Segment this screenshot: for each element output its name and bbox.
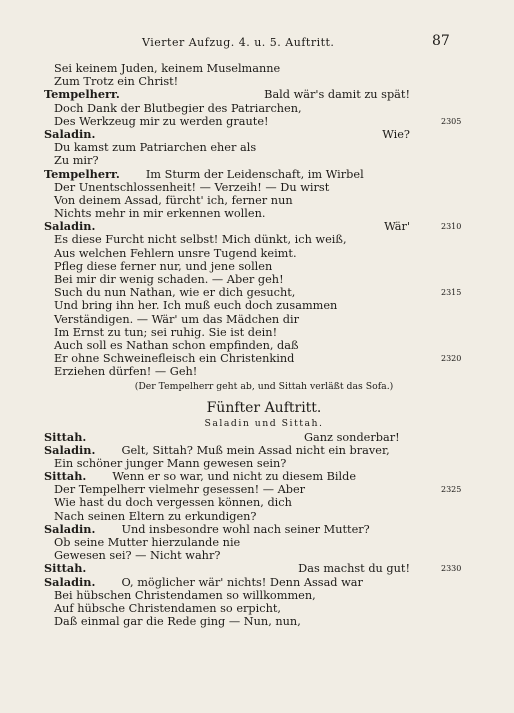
speech-text: Nichts mehr in mir erkennen wollen. [54,207,266,221]
verse-line [44,589,484,602]
verse-line [44,260,484,273]
speech-text: Bei mir dir wenig schaden. — Aber geh! [54,273,284,286]
speech-text: Gelt, Sittah? Muß mein Assad nicht ein braver, [121,443,390,457]
verse-line [44,168,484,181]
verse-line [44,141,484,154]
speech-text: Zu mir? [54,154,99,168]
speech-text: Zum Trotz ein Christ! [54,75,179,89]
speaker-name: Sittah. [44,561,87,576]
verse-line [44,431,484,444]
speaker-name: Sittah. [44,469,87,484]
speaker-name: Saladin. [44,574,96,589]
line-number: 2325 [441,485,462,495]
verse-line [44,207,484,220]
speech-text: Bei hübschen Christendamen so willkommen, [54,588,316,602]
verse-line [44,470,484,483]
verse-line [44,444,484,457]
speech-text: Wenn er so war, und nicht zu diesem Bilde [112,470,357,484]
verse-line [44,326,484,339]
speech-text: Er ohne Schweinefleisch ein Christenkind [54,352,295,366]
speech-text: Auch soll es Nathan schon empfinden, daß [54,338,299,352]
verse-line [44,247,484,260]
stage-direction: (Der Tempelherr geht ab, und Sittah verläßt das Sofa.) [134,380,394,392]
speech-text: Wie? [382,127,410,141]
speech-text: Verständigen. — Wär' um das Mädchen dir [54,312,299,326]
speech-text: Du kamst zum Patriarchen eher als [54,141,257,155]
speech-text: Daß einmal gar die Rede ging — Nun, nun, [54,615,301,629]
line-number: 2330 [441,564,462,574]
line-number: 2315 [441,288,462,298]
speaker-name: Saladin. [44,126,96,141]
verse-text [44,62,484,628]
speech-text: Und bring ihn her. Ich muß euch doch zusammen [54,299,338,313]
speech-text: Der Tempelherr vielmehr gesessen! — Aber [54,483,306,497]
verse-line [44,88,484,101]
speech-text: Das machst du gut! [298,562,410,576]
verse-line [44,536,484,549]
verse-line [44,615,484,628]
speaker-name: Saladin. [44,521,96,536]
scene-persons: Saladin und Sittah. [204,417,324,429]
speaker-name: Tempelherr. [44,87,120,102]
speech-text: O, möglicher wär' nichts! Denn Assad war [121,575,363,589]
speech-text: Gewesen sei? — Nicht wahr? [54,549,221,563]
line-number: 2320 [441,354,462,364]
verse-line [44,549,484,562]
verse-line [44,523,484,536]
speech-text: Im Sturm der Leidenschaft, im Wirbel [145,167,364,181]
scene-title: Fünfter Auftritt. [206,399,322,416]
verse-line [44,313,484,326]
verse-line [44,115,484,128]
verse-line [44,576,484,589]
verse-line [44,194,484,207]
verse-line [44,510,484,523]
speech-text: Im Ernst zu tun; sei ruhig. Sie ist dein! [54,325,278,339]
verse-line [44,483,484,496]
verse-line [44,562,484,575]
speech-text: Bald wär's damit zu spät! [264,88,410,102]
verse-line [44,365,484,378]
speech-text: Und insbesondre wohl nach seiner Mutter? [121,522,370,536]
verse-line [44,102,484,115]
speech-text: Nach seinen Eltern zu erkundigen? [54,509,257,523]
verse-line [44,286,484,299]
verse-line [44,602,484,615]
speech-text: Erziehen dürfen! — Geh! [54,365,198,379]
speaker-name: Sittah. [44,429,87,444]
speech-text: Sei keinem Juden, keinem Muselmanne [54,62,281,75]
speech-text: Wie hast du doch vergessen können, dich [54,496,292,510]
line-number: 2310 [441,222,462,232]
speech-text: Des Werkzeug mir zu werden graute! [54,114,269,128]
speech-text: Auf hübsche Christendamen so erpicht, [54,601,281,615]
speech-text: Ein schöner junger Mann gewesen sein? [54,456,287,470]
page-number: 87 [432,33,450,49]
page-header [0,33,514,52]
speaker-name: Saladin. [44,442,96,457]
verse-line [44,233,484,246]
verse-line [44,220,484,233]
verse-line [44,352,484,365]
speech-text: Doch Dank der Blutbegier des Patriarchen, [54,101,302,115]
verse-line [44,457,484,470]
speaker-name: Tempelherr. [44,166,120,181]
speech-text: Ob seine Mutter hierzulande nie [54,536,241,549]
verse-line [44,339,484,352]
speech-text: Aus welchen Fehlern unsre Tugend keimt. [54,246,297,260]
speech-text: Es diese Furcht nicht selbst! Mich dünkt, ich weiß, [54,233,347,247]
verse-line [44,181,484,194]
verse-line [44,128,484,141]
verse-line [44,496,484,509]
verse-line [44,299,484,312]
speech-text: Such du nun Nathan, wie er dich gesucht, [54,286,296,300]
speech-text: Wär' [384,220,410,234]
running-head: Vierter Aufzug. 4. u. 5. Auftritt. [142,36,335,49]
speech-text: Der Unentschlossenheit! — Verzeih! — Du wirst [54,180,330,194]
speech-text: Pfleg diese ferner nur, und jene sollen [54,259,273,273]
line-number: 2305 [441,116,462,126]
speaker-name: Saladin. [44,219,96,234]
verse-line [44,62,484,75]
verse-line [44,273,484,286]
speech-text: Von deinem Assad, fürcht' ich, ferner nun [54,193,293,207]
speech-text: Ganz sonderbar! [304,430,400,444]
